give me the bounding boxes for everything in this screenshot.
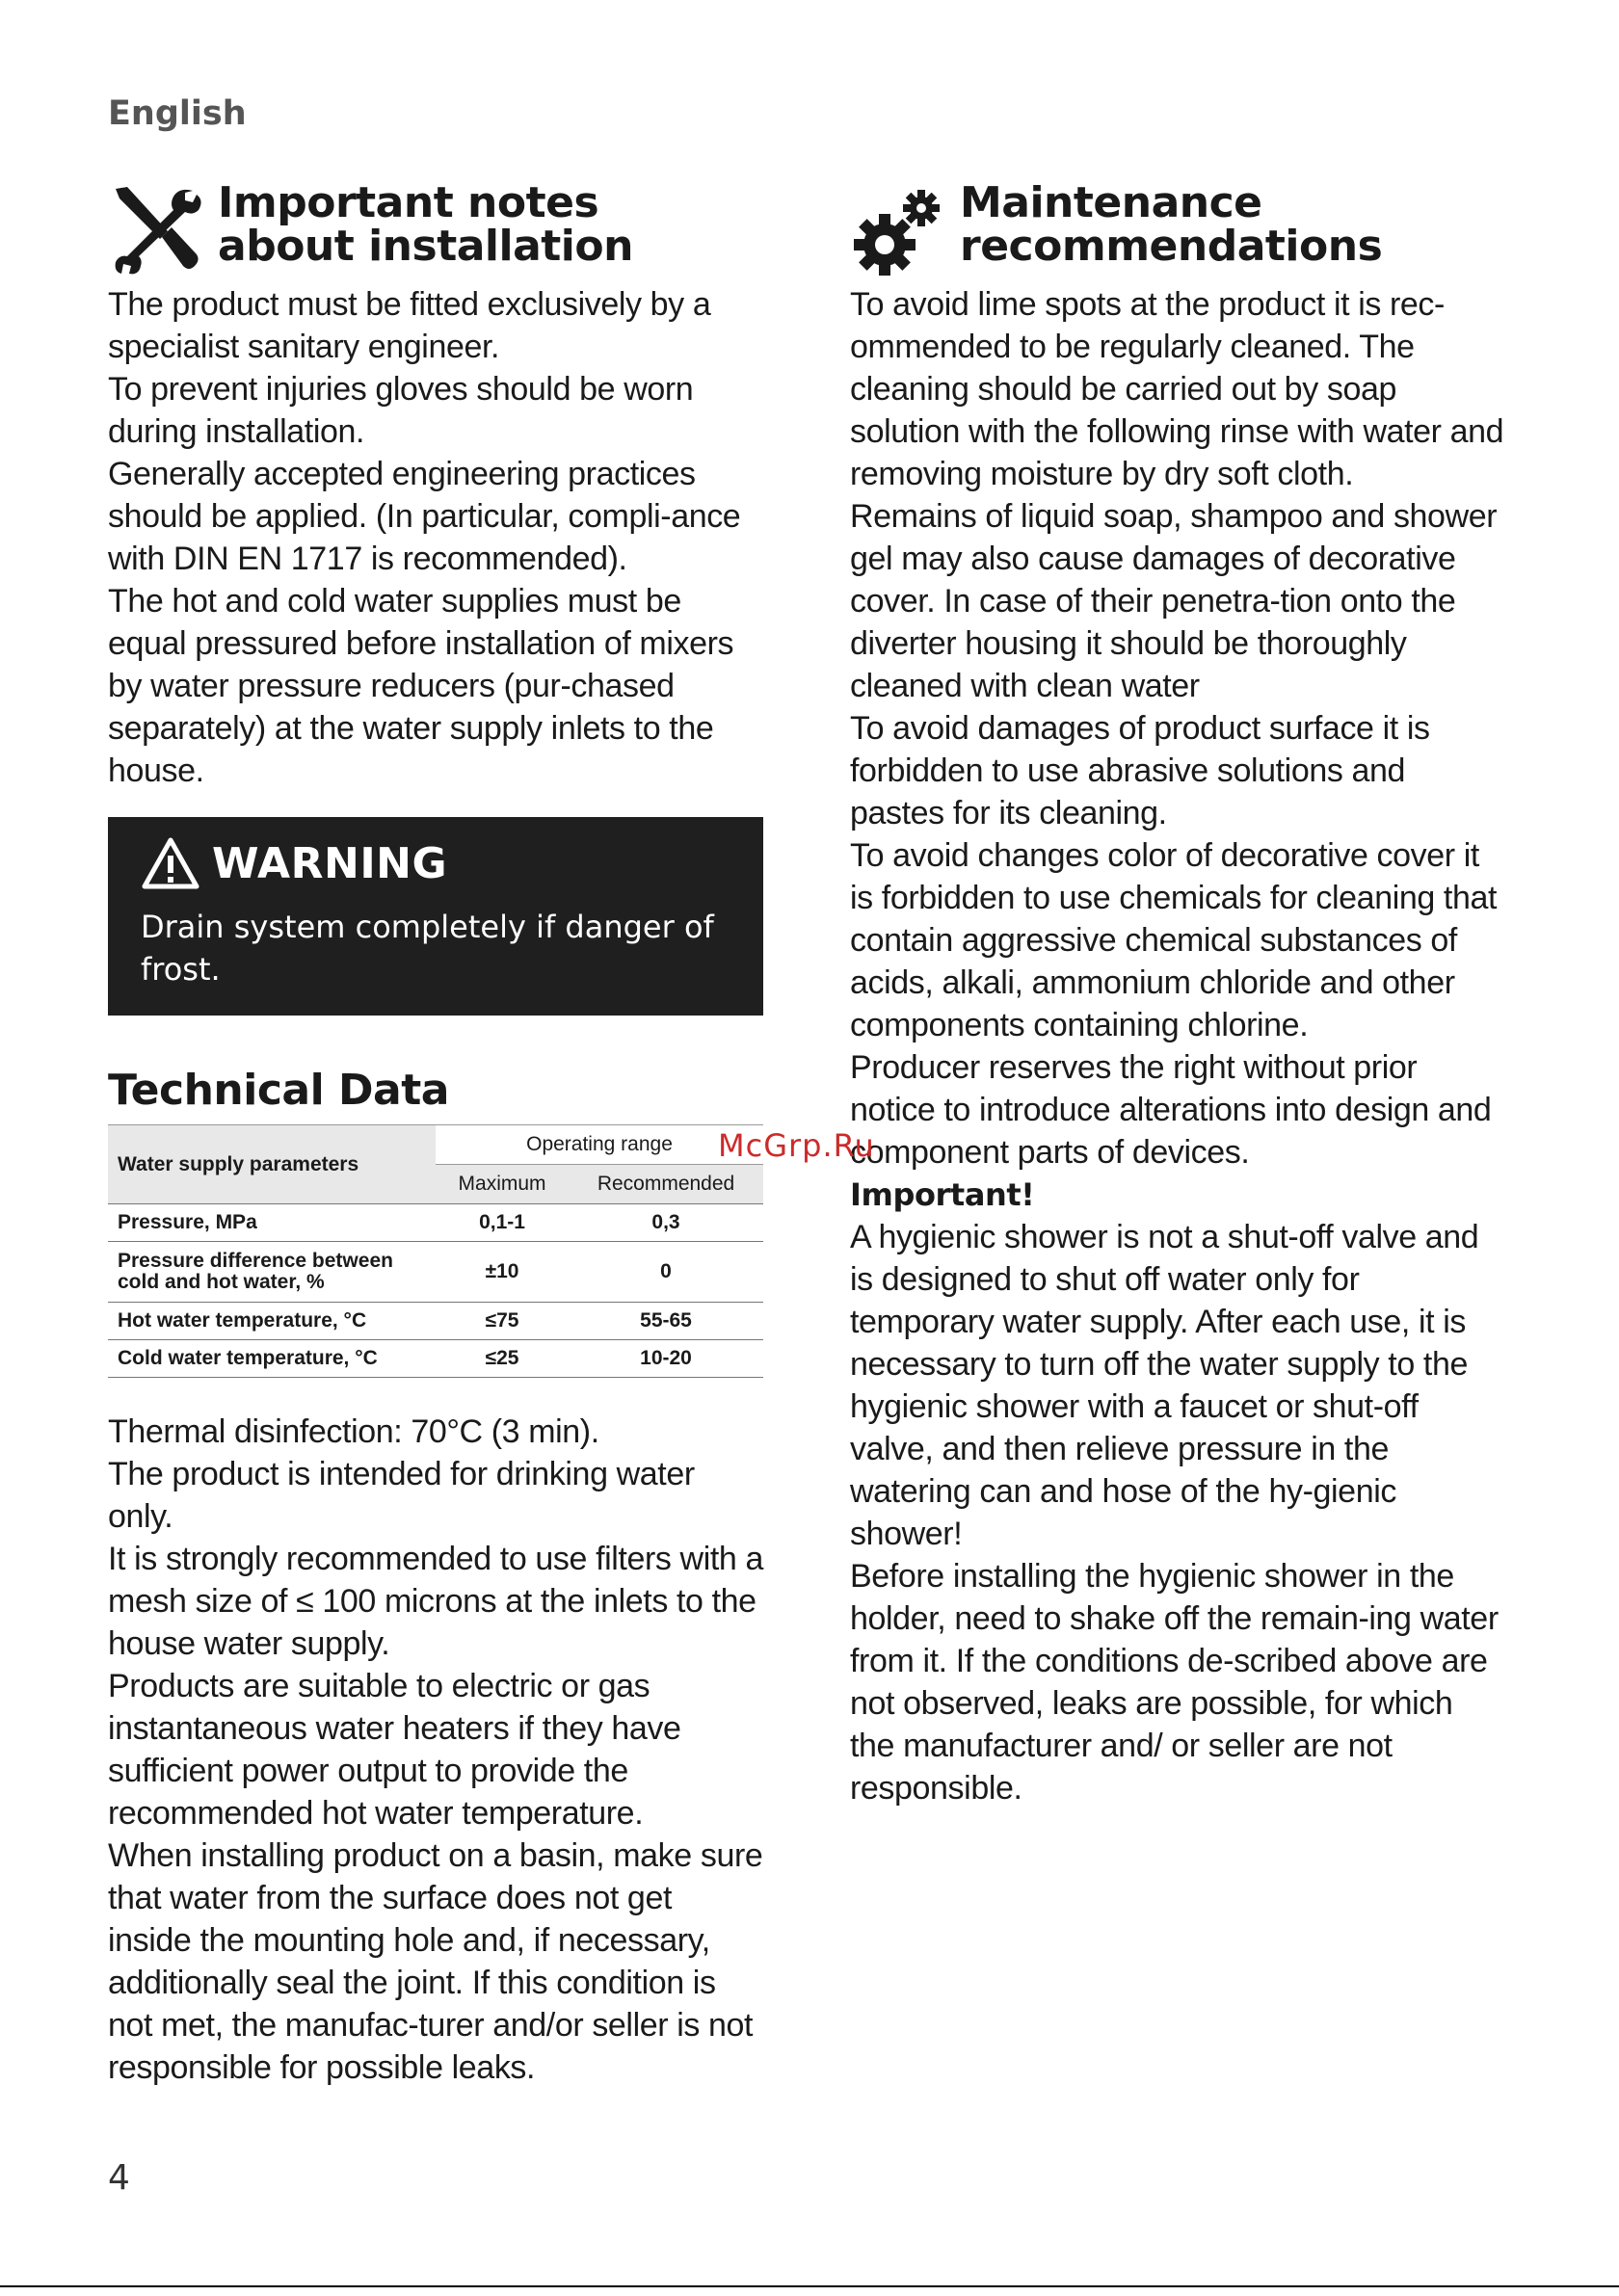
maintenance-paragraph: Remains of liquid soap, shampoo and shower gel may also cause damages of decorative cover. In case of their penetra-tion onto the diverter housing it should be thoroughly cleaned with clean water xyxy=(850,498,1498,704)
tools-icon xyxy=(108,183,204,279)
right-column xyxy=(850,178,1505,1809)
table-row xyxy=(108,1340,763,1378)
technical-data-table xyxy=(108,1124,763,1378)
page-number: 4 xyxy=(108,2158,130,2198)
important-paragraph: Before installing the hygienic shower in the holder, need to shake off the remain-ing water from it. If the conditions de-scribed above are not observed, leaks are possible, for which the manufacturer and/ or seller are not responsible. xyxy=(850,1558,1499,1807)
warning-header xyxy=(141,836,730,890)
maximum-header: Maximum xyxy=(436,1165,569,1204)
table-row xyxy=(108,1303,763,1340)
technical-paragraph: Thermal disinfection: 70°C (3 min). xyxy=(108,1413,599,1450)
warning-triangle-icon xyxy=(141,836,200,890)
installation-title-line2: about installation xyxy=(218,222,633,271)
important-paragraph: A hygienic shower is not a shut-off valve and is designed to shut off water only for temporary water supply. After each use, it is necessary to turn off the water supply to the hygienic shower with a faucet or shut-off valve, and then relieve pressure in the watering can and hose of the hy-gienic shower! xyxy=(850,1219,1479,1552)
technical-paragraph: When installing product on a basin, make sure that water from the surface does not get inside the mounting hole and, if necessary, additionally seal the joint. If this condition is not met, the manufac-turer and/or seller is not responsible for possible leaks. xyxy=(108,1837,763,2086)
maintenance-title-line2: recommendations xyxy=(960,222,1383,271)
rec-cell: 10-20 xyxy=(569,1340,763,1378)
operating-range-header: Operating range xyxy=(436,1125,763,1165)
installation-paragraph: To prevent injuries gloves should be worn during installation. xyxy=(108,371,694,450)
table-row xyxy=(108,1242,763,1303)
installation-body xyxy=(108,283,763,792)
watermark: McGrp.Ru xyxy=(718,1127,875,1164)
rec-cell: 55-65 xyxy=(569,1303,763,1340)
installation-paragraph: Generally accepted engineering practices should be applied. (In particular, compli-ance with DIN EN 1717 is recommended). xyxy=(108,456,741,577)
technical-paragraph: Products are suitable to electric or gas instantaneous water heaters if they have sufficient power output to provide the recommended hot water temperature. xyxy=(108,1668,681,1832)
warning-title: WARNING xyxy=(212,838,448,888)
installation-title-line1: Important notes xyxy=(218,178,599,227)
maintenance-title-line1: Maintenance xyxy=(960,178,1262,227)
warning-text: Drain system completely if danger of frost. xyxy=(141,909,714,988)
warning-box xyxy=(108,817,763,1016)
rec-cell: 0,3 xyxy=(569,1204,763,1242)
maintenance-body xyxy=(850,283,1505,1809)
gears-icon xyxy=(850,183,946,279)
param-header: Water supply parameters xyxy=(108,1125,436,1204)
language-label: English xyxy=(108,94,247,133)
max-cell: ≤25 xyxy=(436,1340,569,1378)
param-cell: Pressure difference between cold and hot water, % xyxy=(108,1242,436,1303)
param-cell: Pressure, MPa xyxy=(108,1204,436,1242)
technical-body xyxy=(108,1411,763,2089)
maintenance-heading xyxy=(850,178,1505,279)
installation-paragraph: The product must be fitted exclusively by a specialist sanitary engineer. xyxy=(108,286,711,365)
technical-paragraph: It is strongly recommended to use filters with a mesh size of ≤ 100 microns at the inlets to the house water supply. xyxy=(108,1541,763,1662)
technical-data-title: Technical Data xyxy=(108,1066,449,1115)
installation-heading xyxy=(108,178,763,279)
table-row xyxy=(108,1204,763,1242)
technical-paragraph: The product is intended for drinking water only. xyxy=(108,1456,695,1535)
maintenance-paragraph: Producer reserves the right without prior notice to introduce alterations into design and component parts of devices. xyxy=(850,1049,1492,1171)
param-cell: Hot water temperature, °C xyxy=(108,1303,436,1340)
recommended-header: Recommended xyxy=(569,1165,763,1204)
max-cell: ±10 xyxy=(436,1242,569,1303)
left-column xyxy=(108,178,763,2089)
important-label: Important! xyxy=(850,1176,1035,1213)
maintenance-paragraph: To avoid damages of product surface it is forbidden to use abrasive solutions and pastes for its cleaning. xyxy=(850,710,1430,831)
installation-paragraph: The hot and cold water supplies must be equal pressured before installation of mixers by water pressure reducers (pur-chased separately) at the water supply inlets to the house. xyxy=(108,583,734,789)
max-cell: 0,1-1 xyxy=(436,1204,569,1242)
rec-cell: 0 xyxy=(569,1242,763,1303)
bottom-border xyxy=(0,2285,1619,2287)
installation-title xyxy=(218,178,633,271)
max-cell: ≤75 xyxy=(436,1303,569,1340)
param-cell: Cold water temperature, °C xyxy=(108,1340,436,1378)
maintenance-paragraph: To avoid lime spots at the product it is rec-ommended to be regularly cleaned. The cleaning should be carried out by soap solution with the following rinse with water and removing moisture by dry soft cloth. xyxy=(850,286,1504,492)
maintenance-title xyxy=(960,178,1383,271)
maintenance-paragraph: To avoid changes color of decorative cover it is forbidden to use chemicals for cleaning that contain aggressive chemical substances of acids, alkali, ammonium chloride and other components containing chlorine. xyxy=(850,837,1498,1043)
